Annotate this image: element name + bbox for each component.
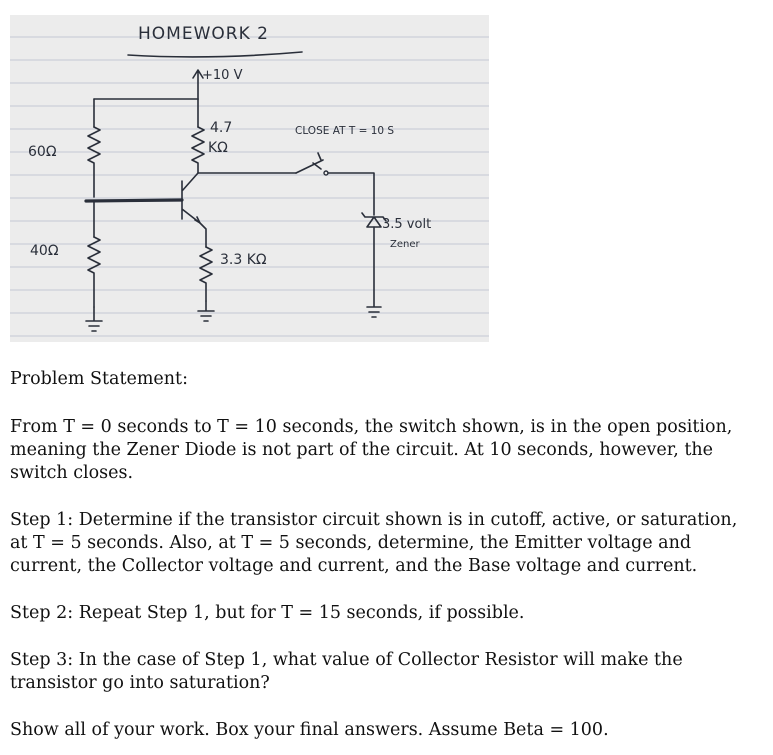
problem-intro: From T = 0 seconds to T = 10 seconds, the switch shown, is in the open position, meaning the Zener Diode is not part of the circuit. At 10 seconds, however, the switch closes.	[10, 417, 733, 483]
problem-heading: Problem Statement:	[10, 369, 188, 389]
sketch-title: HOMEWORK 2	[138, 24, 269, 44]
problem-step3: Step 3: In the case of Step 1, what value of Collector Resistor will make the transistor go into saturation?	[10, 650, 683, 693]
switch-note: CLOSE AT T = 10 S	[295, 125, 395, 137]
resistor-4.7k-value: 4.7	[210, 120, 233, 136]
problem-step1: Step 1: Determine if the transistor circuit shown is in cutoff, active, or saturation, at T = 5 seconds. Also, at T = 5 seconds, determine, the Emitter voltage and current, the Collector voltage and current, and the Base voltage and current.	[10, 510, 738, 576]
problem-closing: Show all of your work. Box your final answers. Assume Beta = 100.	[10, 720, 609, 740]
notebook-paper	[10, 15, 489, 342]
zener-word: Zener	[390, 239, 420, 250]
problem-step2: Step 2: Repeat Step 1, but for T = 15 seconds, if possible.	[10, 603, 525, 623]
circuit-sketch	[10, 15, 489, 342]
resistor-60-label: 60Ω	[28, 144, 57, 160]
resistor-4.7k-unit: KΩ	[208, 140, 228, 156]
zener-value: 3.5 volt	[382, 217, 432, 232]
base-bar	[86, 200, 182, 201]
supply-label: +10 V	[202, 68, 243, 83]
resistor-3.3k-label: 3.3 KΩ	[220, 252, 267, 268]
resistor-40-label: 40Ω	[30, 243, 59, 259]
